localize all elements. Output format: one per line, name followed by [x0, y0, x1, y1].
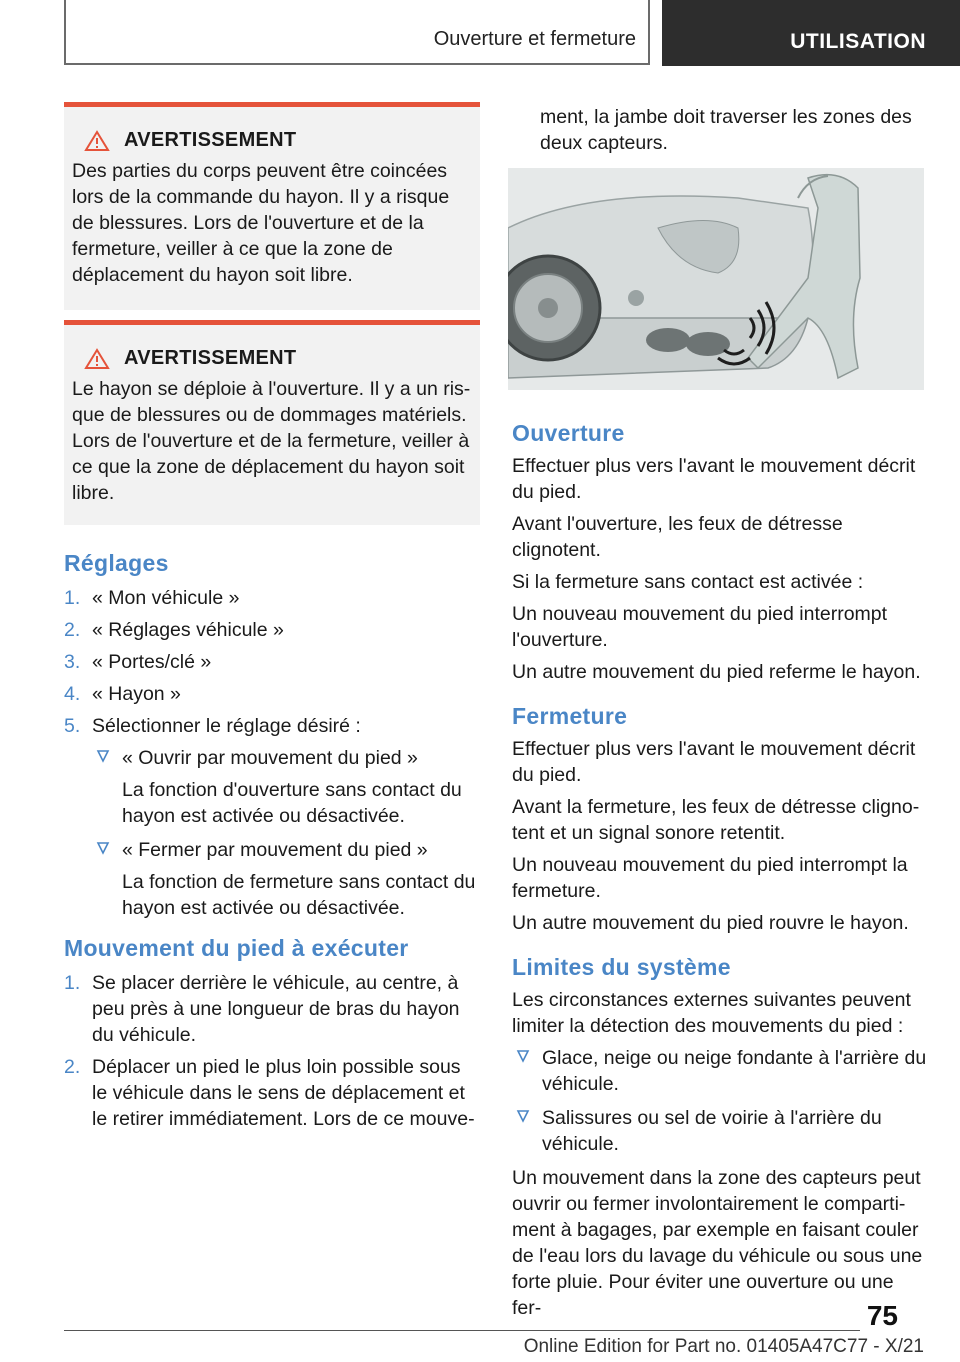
reglages-options — [92, 745, 480, 921]
warning-triangle-icon — [84, 348, 110, 370]
header-rule-bottom — [64, 63, 650, 65]
step-text: Se placer derrière le véhicule, au centre, à peu près à une longueur de bras du hayon du véhicule. — [92, 972, 460, 1046]
paragraph: Effectuer plus vers l'avant le mouvement décrit du pied. — [512, 455, 916, 503]
step-number: 4. — [64, 683, 81, 705]
step-number: 1. — [64, 587, 81, 609]
car-rear-figure — [508, 168, 924, 390]
triangle-bullet-icon — [516, 1108, 530, 1124]
list-item — [512, 1045, 928, 1097]
footer-edition: Online Edition for Part no. 01405A47C77 - X/21 — [523, 1336, 924, 1357]
paragraph: Effectuer plus vers l'avant le mouvement décrit du pied. — [512, 738, 916, 786]
continuation-text: ment, la jambe doit traverser les zones des deux capteurs. — [540, 106, 912, 154]
warning-text: Le hayon se déploie à l'ouverture. Il y a un risque de blessures ou de dommages matériels. Lors de l'ouverture et de la fermeture, veiller à ce que la zone de déplacement du hayon soit libre. — [72, 378, 471, 504]
left-column — [64, 550, 480, 1138]
page-number: 75 — [866, 1300, 898, 1331]
list-item — [64, 617, 480, 643]
warning-title-text: AVERTISSEMENT — [124, 347, 297, 369]
paragraph: Un autre mouvement du pied referme le hayon. — [512, 661, 921, 683]
triangle-bullet-icon — [96, 748, 110, 764]
step-text: « Hayon » — [92, 683, 181, 705]
step-number: 1. — [64, 972, 81, 994]
option-label: « Ouvrir par mouvement du pied » — [122, 747, 418, 769]
list-item — [92, 745, 480, 829]
warning-title — [72, 129, 472, 152]
right-column — [512, 420, 928, 1321]
option-label: « Fermer par mouvement du pied » — [122, 839, 428, 861]
paragraph: Les circonstances externes suivantes peuvent limiter la détection des mouvements du pied : — [512, 989, 911, 1037]
triangle-bullet-icon — [96, 840, 110, 856]
chapter-label: UTILISATION — [790, 30, 926, 53]
warning-box — [64, 320, 480, 525]
step-number: 3. — [64, 651, 81, 673]
step-text: « Mon véhicule » — [92, 587, 240, 609]
paragraph: Avant la fermeture, les feux de détresse clignotent et un signal sonore retentit. — [512, 796, 920, 844]
limites-list — [512, 1045, 928, 1157]
step-text: Sélectionner le réglage désiré : — [92, 715, 361, 737]
paragraph: Si la fermeture sans contact est activée : — [512, 571, 864, 593]
list-item — [64, 681, 480, 707]
paragraph: Un nouveau mouvement du pied interrompt l'ouverture. — [512, 603, 888, 651]
step-text: « Réglages véhicule » — [92, 619, 284, 641]
step-continuation — [540, 104, 924, 156]
bullet-text: Glace, neige ou neige fondante à l'arrière du véhicule. — [542, 1047, 927, 1095]
bullet-text: Salissures ou sel de voirie à l'arrière du véhicule. — [542, 1107, 882, 1155]
list-item — [64, 1054, 480, 1132]
heading-fermeture: Fermeture — [512, 703, 628, 729]
triangle-bullet-icon — [516, 1048, 530, 1064]
header-section-title: Ouverture et fermeture — [433, 28, 636, 50]
heading-limites: Limites du système — [512, 954, 731, 980]
heading-reglages: Réglages — [64, 550, 169, 576]
list-item — [64, 713, 480, 921]
warning-box — [64, 102, 480, 310]
warning-triangle-icon — [84, 130, 110, 152]
header-chapter-tab[interactable] — [662, 0, 960, 66]
step-number: 2. — [64, 619, 81, 641]
paragraph: Un mouvement dans la zone des capteurs peut ouvrir ou fermer involontairement le compartiment à bagages, par exemple en faisant couler de l'eau lors du lavage du véhicule ou sous une forte pluie. Pour éviter une ouverture ou une fer- — [512, 1167, 923, 1319]
list-item — [92, 837, 480, 921]
step-text: Déplacer un pied le plus loin possible sous le véhicule dans le sens de déplacement et le retirer immédiatement. Lors de ce mouve- — [92, 1056, 475, 1130]
paragraph: Avant l'ouverture, les feux de détresse clignotent. — [512, 513, 843, 561]
step-number: 2. — [64, 1056, 81, 1078]
footer-rule — [64, 1330, 860, 1331]
warning-title — [72, 347, 472, 370]
list-item — [64, 970, 480, 1048]
heading-ouverture: Ouverture — [512, 420, 625, 446]
step-text: « Portes/clé » — [92, 651, 212, 673]
option-description: La fonction d'ouverture sans contact du hayon est activée ou désactivée. — [122, 779, 462, 827]
list-item — [512, 1105, 928, 1157]
header-rule-mid — [648, 0, 650, 64]
paragraph: Un autre mouvement du pied rouvre le hayon. — [512, 912, 909, 934]
list-item — [64, 585, 480, 611]
warning-title-text: AVERTISSEMENT — [124, 129, 297, 151]
warning-text: Des parties du corps peuvent être coincées lors de la commande du hayon. Il y a risque de blessures. Lors de l'ouverture et de la fermeture, veiller à ce que la zone de déplacement du hayon soit libre. — [72, 160, 450, 286]
heading-mouvement: Mouvement du pied à exécuter — [64, 935, 409, 961]
step-number: 5. — [64, 715, 81, 737]
option-description: La fonction de fermeture sans contact du hayon est activée ou désactivée. — [122, 871, 476, 919]
mouvement-steps — [64, 970, 480, 1132]
paragraph: Un nouveau mouvement du pied interrompt la fermeture. — [512, 854, 908, 902]
reglages-steps — [64, 585, 480, 921]
foot-gesture-illustration — [508, 168, 924, 390]
list-item — [64, 649, 480, 675]
